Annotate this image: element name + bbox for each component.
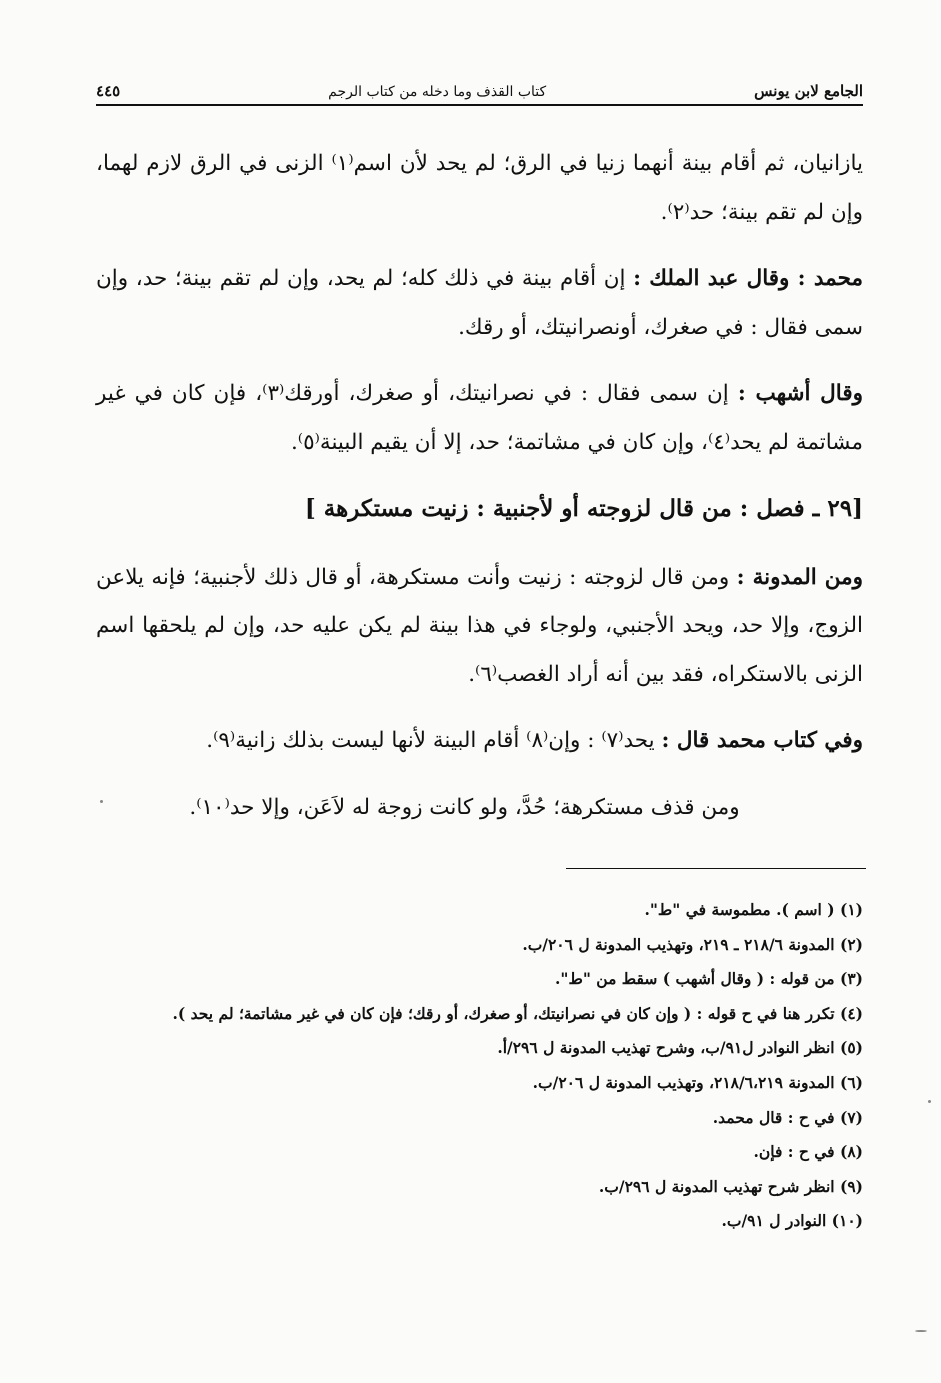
running-header xyxy=(96,74,863,106)
paragraph-2-lead: محمد : وقال عبد الملك : xyxy=(633,266,863,291)
footnote-4: (٤) تكرر هنا في ح قوله : ( وإن كان في نصرانيتك، أو صغرك، أو رقك؛ فإن كان في غير مشاتمة؛ لم يحد ). xyxy=(172,1003,863,1023)
paragraph-1: يازانيان، ثم أقام بينة أنهما زنيا في الرق؛ لم يحد لأن اسم⁽١⁾ الزنى في الرق لازم لهما، وإن لم تقم بينة؛ حد⁽٢⁾. xyxy=(96,151,863,225)
footnote-2: (٢) المدونة ٢١٨/٦ ـ ٢١٩، وتهذيب المدونة ل ٢٠٦/ب. xyxy=(522,934,863,954)
paragraph-5 xyxy=(96,717,863,766)
footnote-3: (٣) من قوله : ( وقال أشهب ) سقط من "ط". xyxy=(555,969,863,989)
paragraph-3 xyxy=(96,370,863,467)
footnote-10: (١٠) النوادر ل ٩١/ب. xyxy=(721,1211,863,1231)
paragraph-2-text: إن أقام بينة في ذلك كله؛ لم يحد، وإن لم تقم بينة؛ حد، وإن سمى فقال : في صغرك، أونصرانيتك، أو رقك. xyxy=(96,266,863,340)
footnote-1: (١) ( اسم ). مطموسة في "ط". xyxy=(644,900,863,919)
chapter-title: كتاب القذف وما دخله من كتاب الرجم xyxy=(328,84,547,100)
paragraph-6: ومن قذف مستكرهة؛ حُدَّ، ولو كانت زوجة له لاَعَن، وإلا حد⁽١٠⁾. xyxy=(189,794,740,820)
book-title: الجامع لابن يونس xyxy=(754,82,863,100)
paragraph-3-lead: وقال أشهب : xyxy=(737,381,864,406)
paragraph-4-text: ومن قال لزوجته : زنيت وأنت مستكرهة، أو قال ذلك لأجنبية؛ فإنه يلاعن الزوج، وإلا حد، ويحد الأجنبي، ولوجاء في هذا بينة لم يكن عليه حد، وإن لم يلحقها اسم الزنى بالاستكراه، فقد بين أنه أراد الغصب⁽٦⁾. xyxy=(96,564,863,687)
paragraph-2 xyxy=(96,255,863,352)
footnote-9: (٩) انظر شرح تهذيب المدونة ل ٢٩٦/ب. xyxy=(598,1176,863,1196)
scan-speck xyxy=(928,1100,931,1103)
footnote-6: (٦) المدونة ٢١٨/٦،٢١٩، وتهذيب المدونة ل ٢٠٦/ب. xyxy=(532,1072,863,1092)
page-number: ٤٤٥ xyxy=(96,82,121,100)
footnote-5: (٥) انظر النوادر ل٩١/ب، وشرح تهذيب المدونة ل ٢٩٦/أ. xyxy=(497,1038,863,1058)
footnote-separator xyxy=(566,868,866,869)
footnote-8: (٨) في ح : فإن. xyxy=(753,1142,863,1162)
scan-speck xyxy=(915,1330,927,1332)
section-heading: [٢٩ ـ فصل : من قال لزوجته أو لأجنبية : زنيت مستكرهة ] xyxy=(304,495,863,522)
scan-speck xyxy=(100,800,103,803)
footnote-7: (٧) في ح : قال محمد. xyxy=(712,1107,863,1127)
footnotes xyxy=(78,893,863,1239)
paragraph-3-text: إن سمى فقال : في نصرانيتك، أو صغرك، أورقك⁽٣⁾، فإن كان في غير مشاتمة لم يحد⁽٤⁾، وإن كان في مشاتمة؛ حد، إلا أن يقيم البينة⁽٥⁾. xyxy=(96,381,863,455)
paragraph-5-text: يحد⁽٧⁾ : وإن⁽٨⁾ أقام البينة لأنها ليست بذلك زانية⁽٩⁾. xyxy=(206,728,662,753)
paragraph-4-lead: ومن المدونة : xyxy=(736,564,863,590)
paragraph-5-lead: وفي كتاب محمد قال : xyxy=(661,728,863,753)
main-text xyxy=(96,140,863,850)
paragraph-4 xyxy=(96,554,863,700)
